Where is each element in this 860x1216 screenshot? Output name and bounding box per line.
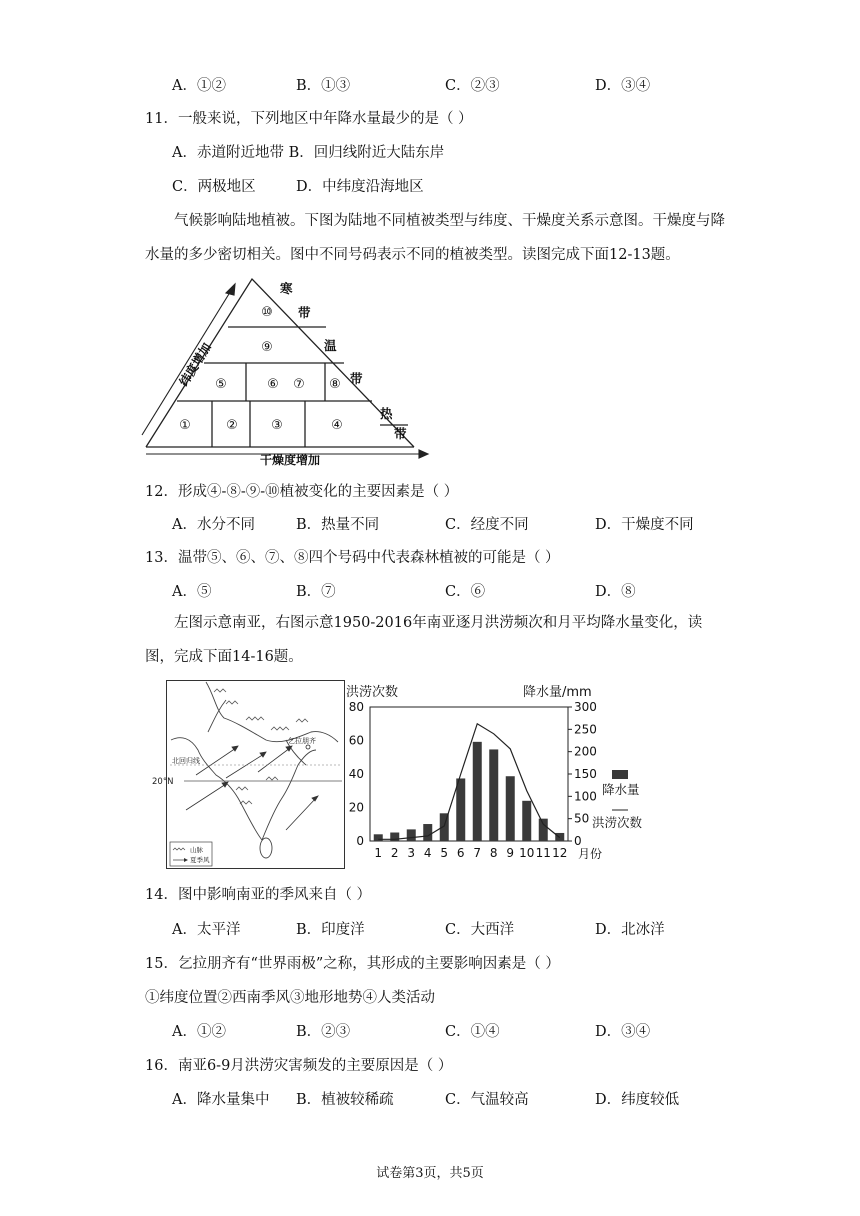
- legend-bar-label: 降水量: [602, 782, 640, 797]
- bottom-axis-label: 干燥度增加: [260, 453, 321, 467]
- q13-option-c: C．⑥: [445, 584, 486, 600]
- q12-option-a: A．水分不同: [172, 517, 255, 533]
- cell-9: ⑨: [261, 340, 273, 355]
- precip-bar-11: [539, 819, 548, 841]
- precip-bar-1: [374, 834, 383, 841]
- q14-option-c: C．大西洋: [445, 922, 515, 938]
- cell-5: ⑤: [215, 377, 227, 392]
- left-tick-label: 20: [348, 800, 364, 815]
- zone-temperate-2: 带: [350, 371, 363, 386]
- q15-sub: ①纬度位置②西南季风③地形地势④人类活动: [145, 990, 435, 1006]
- q13-stem: 13．温带⑤、⑥、⑦、⑧四个号码中代表森林植被的可能是（ ）: [145, 550, 560, 566]
- x-tick-label: 11: [535, 846, 551, 860]
- x-tick-label: 10: [519, 846, 535, 860]
- x-axis-title: 月份: [578, 847, 603, 861]
- right-tick-label: 50: [574, 811, 590, 826]
- precip-bar-4: [423, 824, 432, 841]
- precip-bar-3: [407, 829, 416, 841]
- cell-7: ⑦: [293, 377, 305, 392]
- q16-stem: 16．南亚6-9月洪涝灾害频发的主要原因是（ ）: [145, 1058, 453, 1074]
- plot-frame: [370, 707, 568, 841]
- map-city-label: 乞拉朋齐: [288, 737, 316, 745]
- q15-option-c: C．①④: [445, 1024, 500, 1040]
- left-tick-label: 60: [348, 733, 364, 748]
- precip-bar-9: [506, 776, 515, 841]
- right-tick-label: 300: [574, 700, 597, 714]
- left-tick-label: 40: [348, 767, 364, 781]
- zone-tropic-1: 热: [380, 406, 393, 421]
- x-tick-label: 7: [473, 846, 482, 860]
- legend-mountain-label: 山脉: [190, 846, 203, 854]
- zone-temperate-1: 温: [324, 338, 337, 353]
- q11-option-d: D．中纬度沿海地区: [296, 179, 424, 195]
- x-tick-label: 9: [506, 846, 515, 860]
- left-axis-label: 纬度增加: [176, 340, 214, 389]
- map-lat-label: 20°N: [152, 777, 174, 787]
- q11-option-ab: A．赤道附近地带 B．回归线附近大陆东岸: [172, 145, 445, 161]
- q14-option-b: B．印度洋: [296, 922, 365, 938]
- x-tick-label: 3: [407, 846, 416, 860]
- x-tick-label: 12: [552, 846, 568, 860]
- q14-option-a: A．太平洋: [172, 922, 241, 938]
- right-tick-label: 100: [574, 789, 597, 804]
- left-tick-label: 0: [356, 834, 364, 848]
- map-tropic-label: 北回归线: [172, 757, 200, 765]
- precip-bar-7: [473, 742, 482, 841]
- left-tick-label: 80: [348, 700, 364, 714]
- right-tick-label: 250: [574, 722, 597, 737]
- q12-option-d: D．干燥度不同: [595, 517, 694, 533]
- q15-option-d: D．③④: [595, 1024, 651, 1040]
- x-tick-label: 2: [390, 846, 399, 860]
- precip-bar-6: [456, 778, 465, 841]
- intro-14-16: 左图示意南亚，右图示意1950-2016年南亚逐月洪涝频次和月平均降水量变化，读图，完成下面14-16题。: [145, 615, 703, 665]
- q10-option-c: C．②③: [445, 78, 500, 94]
- legend-bar-swatch: [612, 770, 628, 779]
- vegetation-triangle-diagram: [140, 275, 430, 465]
- q11-option-c: C．两极地区: [172, 179, 256, 195]
- legend-wind-label: 夏季风: [190, 856, 210, 864]
- q16-option-b: B．植被较稀疏: [296, 1092, 394, 1108]
- q13-option-d: D．⑧: [595, 584, 636, 600]
- q11-stem: 11．一般来说，下列地区中年降水量最少的是（ ）: [145, 111, 473, 127]
- flood-count-line: [378, 724, 560, 840]
- q16-option-c: C．气温较高: [445, 1092, 529, 1108]
- cell-10: ⑩: [261, 305, 273, 320]
- q10-option-a: A．①②: [172, 78, 226, 94]
- right-tick-label: 0: [574, 834, 582, 848]
- right-tick-label: 150: [574, 767, 597, 781]
- cell-6: ⑥: [267, 377, 279, 392]
- zone-cold-2: 带: [298, 305, 311, 320]
- x-tick-label: 5: [440, 846, 449, 860]
- cell-8: ⑧: [329, 377, 341, 392]
- precip-bar-8: [489, 749, 498, 841]
- south-asia-map: [152, 680, 346, 870]
- legend-line-label: 洪涝次数: [592, 815, 643, 830]
- page-footer: 试卷第3页，共5页: [376, 1166, 484, 1181]
- cell-4: ④: [331, 418, 343, 433]
- q10-option-d: D．③④: [595, 78, 651, 94]
- q10-option-b: B．①③: [296, 78, 351, 94]
- precip-bar-10: [522, 801, 531, 841]
- q15-option-a: A．①②: [172, 1024, 226, 1040]
- q14-stem: 14．图中影响南亚的季风来自（ ）: [145, 887, 372, 903]
- intro-12-13: 气候影响陆地植被。下图为陆地不同植被类型与纬度、干燥度关系示意图。干燥度与降水量的多少密切相关。图中不同号码表示不同的植被类型。读图完成下面12-13题。: [145, 213, 725, 263]
- right-tick-label: 200: [574, 744, 597, 759]
- cell-2: ②: [226, 418, 238, 433]
- x-tick-label: 6: [456, 846, 465, 860]
- cell-1: ①: [179, 418, 191, 433]
- q16-option-d: D．纬度较低: [595, 1092, 680, 1108]
- x-tick-label: 8: [489, 846, 498, 860]
- zone-tropic-2: 带: [394, 426, 407, 441]
- flood-precipitation-chart: [340, 680, 680, 865]
- right-axis-title: 降水量/mm: [523, 685, 592, 700]
- x-tick-label: 1: [374, 846, 383, 860]
- q12-option-c: C．经度不同: [445, 517, 529, 533]
- q13-option-a: A．⑤: [172, 584, 212, 600]
- q12-stem: 12．形成④-⑧-⑨-⑩植被变化的主要因素是（ ）: [145, 484, 459, 500]
- cell-3: ③: [271, 418, 283, 433]
- q15-option-b: B．②③: [296, 1024, 351, 1040]
- q12-option-b: B．热量不同: [296, 517, 380, 533]
- zone-cold-1: 寒: [280, 281, 293, 296]
- q15-stem: 15．乞拉朋齐有“世界雨极”之称，其形成的主要影响因素是（ ）: [145, 956, 560, 972]
- x-tick-label: 4: [423, 846, 432, 860]
- q14-option-d: D．北冰洋: [595, 922, 665, 938]
- q16-option-a: A．降水量集中: [172, 1092, 270, 1108]
- q13-option-b: B．⑦: [296, 584, 336, 600]
- left-axis-title: 洪涝次数: [346, 685, 399, 700]
